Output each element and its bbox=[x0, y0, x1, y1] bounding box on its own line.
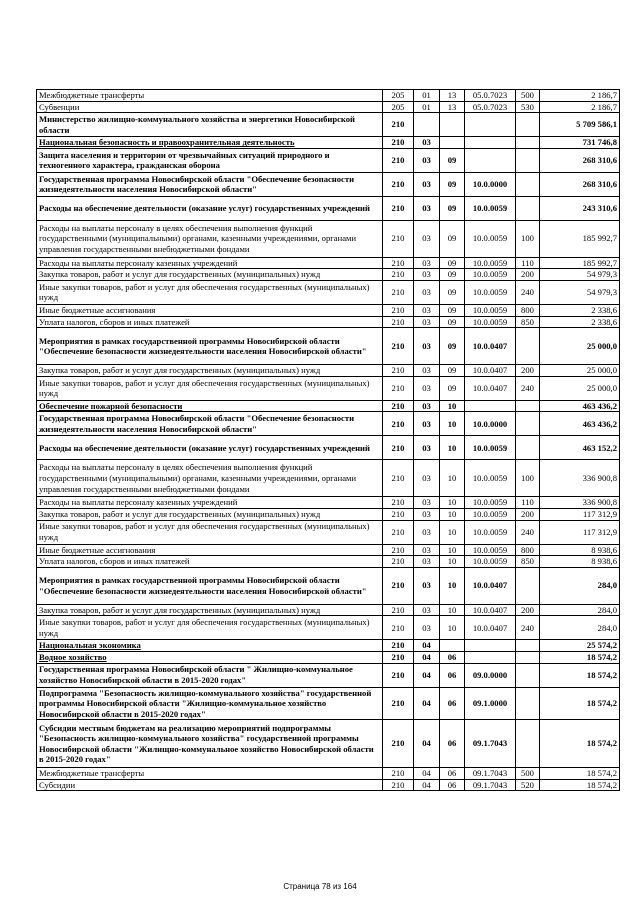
cell-sum: 463 436,2 bbox=[540, 400, 620, 412]
cell-name: Закупка товаров, работ и услуг для государственных (муниципальных) нужд bbox=[37, 269, 383, 281]
table-row bbox=[37, 412, 620, 436]
cell-csr: 10.0.0059 bbox=[465, 556, 516, 568]
cell-name: Субвенции bbox=[37, 101, 383, 113]
cell-csr: 09.1.7043 bbox=[465, 768, 516, 780]
cell-csr: 10.0.0000 bbox=[465, 412, 516, 436]
table-row bbox=[37, 768, 620, 780]
table-row bbox=[37, 497, 620, 509]
cell-name: Межбюджетные трансферты bbox=[37, 768, 383, 780]
cell-ved: 210 bbox=[383, 508, 414, 520]
cell-vr bbox=[516, 400, 540, 412]
cell-rz: 03 bbox=[414, 365, 440, 377]
cell-ved: 210 bbox=[383, 604, 414, 616]
cell-name: Подпрограмма "Безопасность жилищно-коммунального хозяйства" государственной программы Новосибирской области "Жилищно-коммунальное хозяйство Новосибирской области в 2015-2020 годах" bbox=[37, 687, 383, 720]
cell-name: Водное хозяйство bbox=[37, 651, 383, 663]
cell-csr: 10.0.0059 bbox=[465, 220, 516, 257]
cell-name: Государственная программа Новосибирской области "Обеспечение безопасности жизнедеятельности населения Новосибирской области" bbox=[37, 172, 383, 196]
table-row bbox=[37, 365, 620, 377]
cell-rz: 03 bbox=[414, 567, 440, 604]
cell-ved: 210 bbox=[383, 616, 414, 640]
cell-pr: 09 bbox=[440, 304, 465, 316]
cell-rz bbox=[414, 113, 440, 137]
table-row bbox=[37, 257, 620, 269]
cell-ved: 210 bbox=[383, 640, 414, 652]
cell-sum: 268 310,6 bbox=[540, 172, 620, 196]
cell-sum: 2 338,6 bbox=[540, 316, 620, 328]
cell-csr: 09.0.0000 bbox=[465, 663, 516, 687]
cell-name: Министерство жилищно-коммунального хозяйства и энергетики Новосибирской области bbox=[37, 113, 383, 137]
cell-pr: 06 bbox=[440, 687, 465, 720]
cell-vr: 200 bbox=[516, 269, 540, 281]
cell-rz: 03 bbox=[414, 257, 440, 269]
cell-rz: 01 bbox=[414, 90, 440, 102]
cell-vr: 240 bbox=[516, 280, 540, 304]
cell-rz: 03 bbox=[414, 520, 440, 544]
cell-rz: 04 bbox=[414, 687, 440, 720]
cell-sum: 18 574,2 bbox=[540, 651, 620, 663]
cell-csr: 10.0.0407 bbox=[465, 616, 516, 640]
cell-rz: 04 bbox=[414, 651, 440, 663]
cell-csr bbox=[465, 651, 516, 663]
cell-csr: 10.0.0059 bbox=[465, 280, 516, 304]
cell-csr: 10.0.0059 bbox=[465, 497, 516, 509]
cell-pr: 06 bbox=[440, 651, 465, 663]
table-row bbox=[37, 663, 620, 687]
cell-rz: 03 bbox=[414, 400, 440, 412]
cell-vr bbox=[516, 137, 540, 149]
cell-ved: 210 bbox=[383, 651, 414, 663]
table-row bbox=[37, 148, 620, 172]
cell-vr: 200 bbox=[516, 508, 540, 520]
cell-pr: 09 bbox=[440, 365, 465, 377]
cell-name: Иные бюджетные ассигнования bbox=[37, 304, 383, 316]
table-row bbox=[37, 436, 620, 460]
cell-csr: 09.1.7043 bbox=[465, 720, 516, 768]
cell-sum: 284,0 bbox=[540, 616, 620, 640]
table-row bbox=[37, 220, 620, 257]
cell-ved: 205 bbox=[383, 90, 414, 102]
cell-pr: 09 bbox=[440, 328, 465, 365]
cell-rz: 04 bbox=[414, 779, 440, 791]
cell-vr bbox=[516, 196, 540, 220]
table-row bbox=[37, 316, 620, 328]
cell-name: Защита населения и территории от чрезвычайных ситуаций природного и техногенного характера, гражданская оборона bbox=[37, 148, 383, 172]
cell-vr: 240 bbox=[516, 520, 540, 544]
cell-vr bbox=[516, 172, 540, 196]
cell-pr: 09 bbox=[440, 269, 465, 281]
cell-rz: 03 bbox=[414, 556, 440, 568]
cell-sum: 117 312,9 bbox=[540, 508, 620, 520]
cell-vr: 800 bbox=[516, 544, 540, 556]
cell-ved: 210 bbox=[383, 520, 414, 544]
cell-sum: 117 312,9 bbox=[540, 520, 620, 544]
cell-csr: 10.0.0000 bbox=[465, 172, 516, 196]
cell-name: Закупка товаров, работ и услуг для государственных (муниципальных) нужд bbox=[37, 365, 383, 377]
cell-name: Иные закупки товаров, работ и услуг для обеспечения государственных (муниципальных) нужд bbox=[37, 520, 383, 544]
cell-name: Иные закупки товаров, работ и услуг для обеспечения государственных (муниципальных) нужд bbox=[37, 616, 383, 640]
cell-name: Субсидии местным бюджетам на реализацию мероприятий подпрограммы "Безопасность жилищно-коммунального хозяйства" государственной программы Новосибирской области "Жилищно-коммунальное хозяйство Новосибирской области в 2015-2020 годах" bbox=[37, 720, 383, 768]
cell-rz: 04 bbox=[414, 720, 440, 768]
cell-pr bbox=[440, 640, 465, 652]
cell-vr: 850 bbox=[516, 316, 540, 328]
cell-csr: 10.0.0407 bbox=[465, 365, 516, 377]
cell-pr: 10 bbox=[440, 520, 465, 544]
table-row bbox=[37, 651, 620, 663]
table-row bbox=[37, 687, 620, 720]
cell-vr: 800 bbox=[516, 304, 540, 316]
cell-csr: 10.0.0059 bbox=[465, 196, 516, 220]
cell-pr: 10 bbox=[440, 556, 465, 568]
table-row bbox=[37, 328, 620, 365]
cell-ved: 210 bbox=[383, 365, 414, 377]
cell-sum: 731 746,8 bbox=[540, 137, 620, 149]
cell-csr: 10.0.0407 bbox=[465, 376, 516, 400]
cell-ved: 210 bbox=[383, 768, 414, 780]
cell-rz: 03 bbox=[414, 172, 440, 196]
table-row bbox=[37, 544, 620, 556]
cell-csr: 10.0.0059 bbox=[465, 257, 516, 269]
cell-ved: 210 bbox=[383, 376, 414, 400]
page-number: Страница 78 из 164 bbox=[283, 882, 357, 891]
cell-sum: 8 938,6 bbox=[540, 544, 620, 556]
cell-rz: 03 bbox=[414, 328, 440, 365]
cell-pr: 06 bbox=[440, 768, 465, 780]
cell-vr: 240 bbox=[516, 376, 540, 400]
cell-ved: 210 bbox=[383, 148, 414, 172]
cell-ved: 210 bbox=[383, 779, 414, 791]
cell-csr: 10.0.0059 bbox=[465, 520, 516, 544]
cell-name: Национальная безопасность и правоохранительная деятельность bbox=[37, 137, 383, 149]
cell-ved: 210 bbox=[383, 269, 414, 281]
cell-vr bbox=[516, 328, 540, 365]
table-row bbox=[37, 376, 620, 400]
cell-csr: 10.0.0059 bbox=[465, 460, 516, 497]
cell-ved: 210 bbox=[383, 460, 414, 497]
cell-vr: 100 bbox=[516, 220, 540, 257]
cell-ved: 210 bbox=[383, 257, 414, 269]
cell-sum: 54 979,3 bbox=[540, 280, 620, 304]
cell-sum: 25 000,0 bbox=[540, 328, 620, 365]
cell-csr: 09.1.0000 bbox=[465, 687, 516, 720]
cell-sum: 243 310,6 bbox=[540, 196, 620, 220]
cell-name: Иные закупки товаров, работ и услуг для обеспечения государственных (муниципальных) нужд bbox=[37, 280, 383, 304]
cell-pr: 06 bbox=[440, 720, 465, 768]
cell-rz: 03 bbox=[414, 280, 440, 304]
cell-rz: 03 bbox=[414, 269, 440, 281]
cell-rz: 03 bbox=[414, 376, 440, 400]
cell-name: Закупка товаров, работ и услуг для государственных (муниципальных) нужд bbox=[37, 604, 383, 616]
cell-vr: 200 bbox=[516, 365, 540, 377]
cell-ved: 210 bbox=[383, 113, 414, 137]
table-row bbox=[37, 137, 620, 149]
cell-name: Расходы на обеспечение деятельности (оказание услуг) государственных учреждений bbox=[37, 436, 383, 460]
cell-name: Субсидии bbox=[37, 779, 383, 791]
cell-sum: 8 938,6 bbox=[540, 556, 620, 568]
cell-rz: 03 bbox=[414, 604, 440, 616]
cell-ved: 210 bbox=[383, 196, 414, 220]
table-row bbox=[37, 101, 620, 113]
cell-rz: 03 bbox=[414, 220, 440, 257]
table-row bbox=[37, 567, 620, 604]
cell-pr: 09 bbox=[440, 257, 465, 269]
cell-pr: 10 bbox=[440, 400, 465, 412]
cell-ved: 210 bbox=[383, 316, 414, 328]
cell-pr: 06 bbox=[440, 663, 465, 687]
cell-ved: 210 bbox=[383, 328, 414, 365]
cell-rz: 01 bbox=[414, 101, 440, 113]
cell-vr bbox=[516, 113, 540, 137]
cell-ved: 210 bbox=[383, 720, 414, 768]
cell-vr bbox=[516, 651, 540, 663]
cell-name: Государственная программа Новосибирской области "Обеспечение безопасности жизнедеятельности населения Новосибирской области" bbox=[37, 412, 383, 436]
cell-sum: 2 338,6 bbox=[540, 304, 620, 316]
cell-name: Иные бюджетные ассигнования bbox=[37, 544, 383, 556]
cell-pr: 10 bbox=[440, 508, 465, 520]
cell-name: Межбюджетные трансферты bbox=[37, 90, 383, 102]
cell-sum: 18 574,2 bbox=[540, 687, 620, 720]
cell-sum: 185 992,7 bbox=[540, 220, 620, 257]
cell-vr bbox=[516, 687, 540, 720]
cell-csr: 05.0.7023 bbox=[465, 90, 516, 102]
cell-vr: 100 bbox=[516, 460, 540, 497]
cell-pr: 10 bbox=[440, 544, 465, 556]
cell-csr: 09.1.7043 bbox=[465, 779, 516, 791]
table-row bbox=[37, 90, 620, 102]
cell-csr: 10.0.0407 bbox=[465, 604, 516, 616]
cell-csr bbox=[465, 113, 516, 137]
cell-sum: 463 152,2 bbox=[540, 436, 620, 460]
cell-ved: 210 bbox=[383, 400, 414, 412]
cell-sum: 25 574,2 bbox=[540, 640, 620, 652]
cell-name: Государственная программа Новосибирской области " Жилищно-коммунальное хозяйство Новосибирской области в 2015-2020 годах" bbox=[37, 663, 383, 687]
cell-sum: 25 000,0 bbox=[540, 376, 620, 400]
cell-vr bbox=[516, 148, 540, 172]
cell-vr bbox=[516, 567, 540, 604]
cell-pr: 10 bbox=[440, 460, 465, 497]
cell-pr bbox=[440, 113, 465, 137]
cell-pr bbox=[440, 137, 465, 149]
cell-name: Национальная экономика bbox=[37, 640, 383, 652]
cell-ved: 210 bbox=[383, 544, 414, 556]
cell-name: Закупка товаров, работ и услуг для государственных (муниципальных) нужд bbox=[37, 508, 383, 520]
cell-vr: 200 bbox=[516, 604, 540, 616]
cell-pr: 09 bbox=[440, 196, 465, 220]
cell-csr: 10.0.0059 bbox=[465, 269, 516, 281]
table-row bbox=[37, 280, 620, 304]
table-row bbox=[37, 604, 620, 616]
cell-vr bbox=[516, 412, 540, 436]
cell-name: Обеспечение пожарной безопасности bbox=[37, 400, 383, 412]
cell-vr: 240 bbox=[516, 616, 540, 640]
cell-sum: 18 574,2 bbox=[540, 779, 620, 791]
cell-rz: 03 bbox=[414, 412, 440, 436]
cell-ved: 210 bbox=[383, 172, 414, 196]
cell-name: Расходы на выплаты персоналу казенных учреждений bbox=[37, 257, 383, 269]
cell-rz: 04 bbox=[414, 663, 440, 687]
cell-csr bbox=[465, 148, 516, 172]
table-row bbox=[37, 556, 620, 568]
cell-rz: 03 bbox=[414, 148, 440, 172]
cell-rz: 04 bbox=[414, 640, 440, 652]
cell-rz: 03 bbox=[414, 304, 440, 316]
cell-rz: 03 bbox=[414, 616, 440, 640]
cell-name: Мероприятия в рамках государственной программы Новосибирской области "Обеспечение безопасности жизнедеятельности населения Новосибирской области" bbox=[37, 328, 383, 365]
cell-pr: 09 bbox=[440, 376, 465, 400]
cell-vr: 530 bbox=[516, 101, 540, 113]
cell-vr bbox=[516, 436, 540, 460]
cell-name: Иные закупки товаров, работ и услуг для обеспечения государственных (муниципальных) нужд bbox=[37, 376, 383, 400]
cell-ved: 210 bbox=[383, 687, 414, 720]
cell-csr: 10.0.0059 bbox=[465, 508, 516, 520]
cell-rz: 03 bbox=[414, 137, 440, 149]
cell-vr bbox=[516, 720, 540, 768]
cell-name: Уплата налогов, сборов и иных платежей bbox=[37, 316, 383, 328]
cell-csr: 05.0.7023 bbox=[465, 101, 516, 113]
cell-rz: 03 bbox=[414, 196, 440, 220]
cell-sum: 5 709 586,1 bbox=[540, 113, 620, 137]
cell-ved: 210 bbox=[383, 220, 414, 257]
cell-ved: 210 bbox=[383, 436, 414, 460]
cell-csr bbox=[465, 400, 516, 412]
cell-ved: 205 bbox=[383, 101, 414, 113]
cell-rz: 04 bbox=[414, 768, 440, 780]
table-row bbox=[37, 640, 620, 652]
cell-ved: 210 bbox=[383, 412, 414, 436]
table-row bbox=[37, 460, 620, 497]
cell-sum: 268 310,6 bbox=[540, 148, 620, 172]
cell-name: Уплата налогов, сборов и иных платежей bbox=[37, 556, 383, 568]
cell-pr: 09 bbox=[440, 220, 465, 257]
cell-vr bbox=[516, 640, 540, 652]
cell-ved: 210 bbox=[383, 304, 414, 316]
cell-csr: 10.0.0059 bbox=[465, 304, 516, 316]
cell-sum: 18 574,2 bbox=[540, 720, 620, 768]
cell-sum: 18 574,2 bbox=[540, 768, 620, 780]
cell-csr: 10.0.0059 bbox=[465, 544, 516, 556]
cell-csr: 10.0.0059 bbox=[465, 436, 516, 460]
table-row bbox=[37, 616, 620, 640]
cell-ved: 210 bbox=[383, 567, 414, 604]
cell-ved: 210 bbox=[383, 556, 414, 568]
cell-vr: 110 bbox=[516, 497, 540, 509]
cell-rz: 03 bbox=[414, 508, 440, 520]
budget-table bbox=[36, 89, 620, 791]
cell-sum: 284,0 bbox=[540, 604, 620, 616]
cell-sum: 185 992,7 bbox=[540, 257, 620, 269]
cell-rz: 03 bbox=[414, 544, 440, 556]
cell-sum: 336 900,8 bbox=[540, 497, 620, 509]
cell-vr: 850 bbox=[516, 556, 540, 568]
cell-sum: 463 436,2 bbox=[540, 412, 620, 436]
cell-pr: 09 bbox=[440, 148, 465, 172]
cell-pr: 06 bbox=[440, 779, 465, 791]
cell-csr: 10.0.0059 bbox=[465, 316, 516, 328]
cell-pr: 10 bbox=[440, 436, 465, 460]
table-row bbox=[37, 269, 620, 281]
cell-pr: 13 bbox=[440, 90, 465, 102]
cell-sum: 284,0 bbox=[540, 567, 620, 604]
cell-vr bbox=[516, 663, 540, 687]
cell-name: Мероприятия в рамках государственной программы Новосибирской области "Обеспечение безопасности жизнедеятельности населения Новосибирской области" bbox=[37, 567, 383, 604]
cell-sum: 336 900,8 bbox=[540, 460, 620, 497]
cell-rz: 03 bbox=[414, 460, 440, 497]
table-row bbox=[37, 779, 620, 791]
cell-sum: 2 186,7 bbox=[540, 90, 620, 102]
cell-pr: 10 bbox=[440, 567, 465, 604]
cell-name: Расходы на обеспечение деятельности (оказание услуг) государственных учреждений bbox=[37, 196, 383, 220]
cell-csr bbox=[465, 640, 516, 652]
cell-sum: 2 186,7 bbox=[540, 101, 620, 113]
cell-vr: 500 bbox=[516, 90, 540, 102]
cell-rz: 03 bbox=[414, 497, 440, 509]
cell-vr: 500 bbox=[516, 768, 540, 780]
table-row bbox=[37, 172, 620, 196]
cell-pr: 10 bbox=[440, 497, 465, 509]
table-row bbox=[37, 400, 620, 412]
cell-csr bbox=[465, 137, 516, 149]
cell-rz: 03 bbox=[414, 436, 440, 460]
cell-pr: 09 bbox=[440, 172, 465, 196]
cell-name: Расходы на выплаты персоналу казенных учреждений bbox=[37, 497, 383, 509]
cell-ved: 210 bbox=[383, 497, 414, 509]
cell-vr: 110 bbox=[516, 257, 540, 269]
cell-ved: 210 bbox=[383, 137, 414, 149]
table-row bbox=[37, 196, 620, 220]
cell-csr: 10.0.0407 bbox=[465, 328, 516, 365]
table-row bbox=[37, 304, 620, 316]
table-row bbox=[37, 520, 620, 544]
cell-pr: 10 bbox=[440, 412, 465, 436]
cell-sum: 25 000,0 bbox=[540, 365, 620, 377]
cell-name: Расходы на выплаты персоналу в целях обеспечения выполнения функций государственными (муниципальными) органами, казенными учреждениями, органами управления государственными внебюджетными фондами bbox=[37, 460, 383, 497]
table-row bbox=[37, 508, 620, 520]
cell-name: Расходы на выплаты персоналу в целях обеспечения выполнения функций государственными (муниципальными) органами, казенными учреждениями, органами управления государственными внебюджетными фондами bbox=[37, 220, 383, 257]
cell-pr: 10 bbox=[440, 616, 465, 640]
cell-sum: 54 979,3 bbox=[540, 269, 620, 281]
cell-csr: 10.0.0407 bbox=[465, 567, 516, 604]
cell-pr: 09 bbox=[440, 280, 465, 304]
cell-pr: 13 bbox=[440, 101, 465, 113]
table-row bbox=[37, 113, 620, 137]
table-row bbox=[37, 720, 620, 768]
cell-ved: 210 bbox=[383, 280, 414, 304]
cell-rz: 03 bbox=[414, 316, 440, 328]
cell-vr: 520 bbox=[516, 779, 540, 791]
cell-pr: 09 bbox=[440, 316, 465, 328]
cell-ved: 210 bbox=[383, 663, 414, 687]
cell-pr: 10 bbox=[440, 604, 465, 616]
cell-sum: 18 574,2 bbox=[540, 663, 620, 687]
